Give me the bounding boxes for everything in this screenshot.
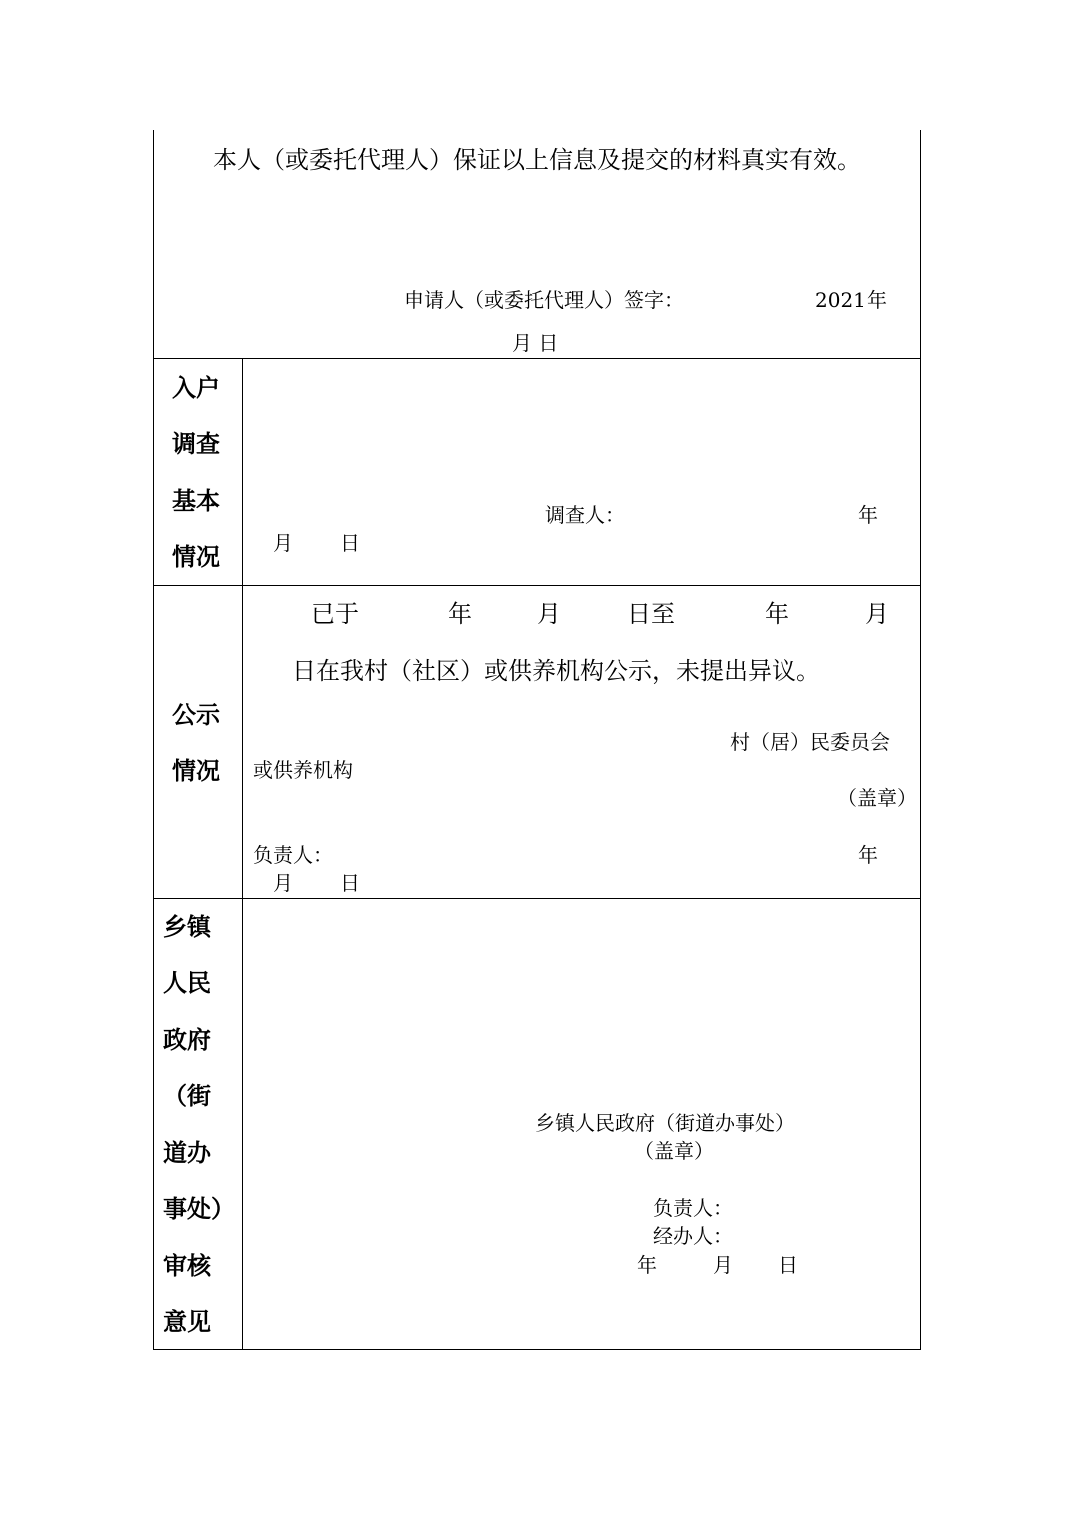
- publicity-label-line: 公示: [172, 700, 220, 729]
- township-handler-label: 经办人：: [653, 1224, 733, 1248]
- column-divider: [242, 358, 243, 1350]
- table-border-right: [920, 130, 921, 1350]
- township-label-line: 乡镇: [163, 912, 211, 941]
- township-label-line: 道办: [163, 1138, 211, 1167]
- table-border-bottom: [153, 1349, 921, 1350]
- publicity-year-unit: 年: [858, 843, 878, 867]
- survey-label-line: 情况: [172, 542, 220, 571]
- publicity-already: 已于: [311, 600, 359, 628]
- publicity-year-start: 年: [448, 600, 472, 628]
- institution-label: 或供养机构: [253, 758, 353, 782]
- township-label-line: （街: [163, 1081, 211, 1110]
- signature-month-day: 月 日: [512, 331, 559, 355]
- survey-label-line: 调查: [172, 429, 220, 458]
- signature-year-unit: 年: [867, 288, 887, 312]
- township-month: 月: [713, 1253, 733, 1277]
- township-label-line: 意见: [163, 1307, 211, 1336]
- publicity-year-end: 年: [765, 600, 789, 628]
- table-border-left: [153, 130, 154, 1350]
- publicity-seal: （盖章）: [837, 786, 917, 810]
- township-label-line: 政府: [163, 1025, 211, 1054]
- township-label-line: 审核: [163, 1251, 211, 1280]
- survey-label-line: 入户: [172, 373, 220, 402]
- township-responsible-label: 负责人：: [653, 1196, 733, 1220]
- signature-year-value: 2021: [815, 288, 866, 312]
- publicity-month-start: 月: [537, 600, 561, 628]
- row-divider: [153, 898, 921, 899]
- survey-label-line: 基本: [172, 486, 220, 515]
- declaration-statement: 本人（或委托代理人）保证以上信息及提交的材料真实有效。: [213, 146, 861, 174]
- signature-label: 申请人（或委托代理人）签字：: [404, 288, 684, 312]
- publicity-month: 月: [273, 871, 293, 895]
- publicity-month-end: 月: [865, 600, 889, 628]
- publicity-label-line: 情况: [172, 756, 220, 785]
- committee-label: 村（居）民委员会: [730, 730, 890, 754]
- township-label-line: 人民: [163, 968, 211, 997]
- township-office: 乡镇人民政府（街道办事处）: [535, 1111, 795, 1135]
- township-year-unit: 年: [637, 1253, 657, 1277]
- row-divider: [153, 585, 921, 586]
- investigator-label: 调查人：: [545, 503, 625, 527]
- township-seal: （盖章）: [634, 1139, 714, 1163]
- survey-day: 日: [340, 531, 360, 555]
- survey-year-unit: 年: [858, 503, 878, 527]
- publicity-day: 日: [340, 871, 360, 895]
- survey-month: 月: [273, 531, 293, 555]
- publicity-statement: 日在我村（社区）或供养机构公示，未提出异议。: [292, 657, 820, 685]
- publicity-responsible-label: 负责人：: [253, 843, 333, 867]
- publicity-day-to: 日至: [627, 600, 675, 628]
- row-divider: [153, 358, 921, 359]
- township-label-line: 事处）: [163, 1194, 235, 1223]
- township-day: 日: [778, 1253, 798, 1277]
